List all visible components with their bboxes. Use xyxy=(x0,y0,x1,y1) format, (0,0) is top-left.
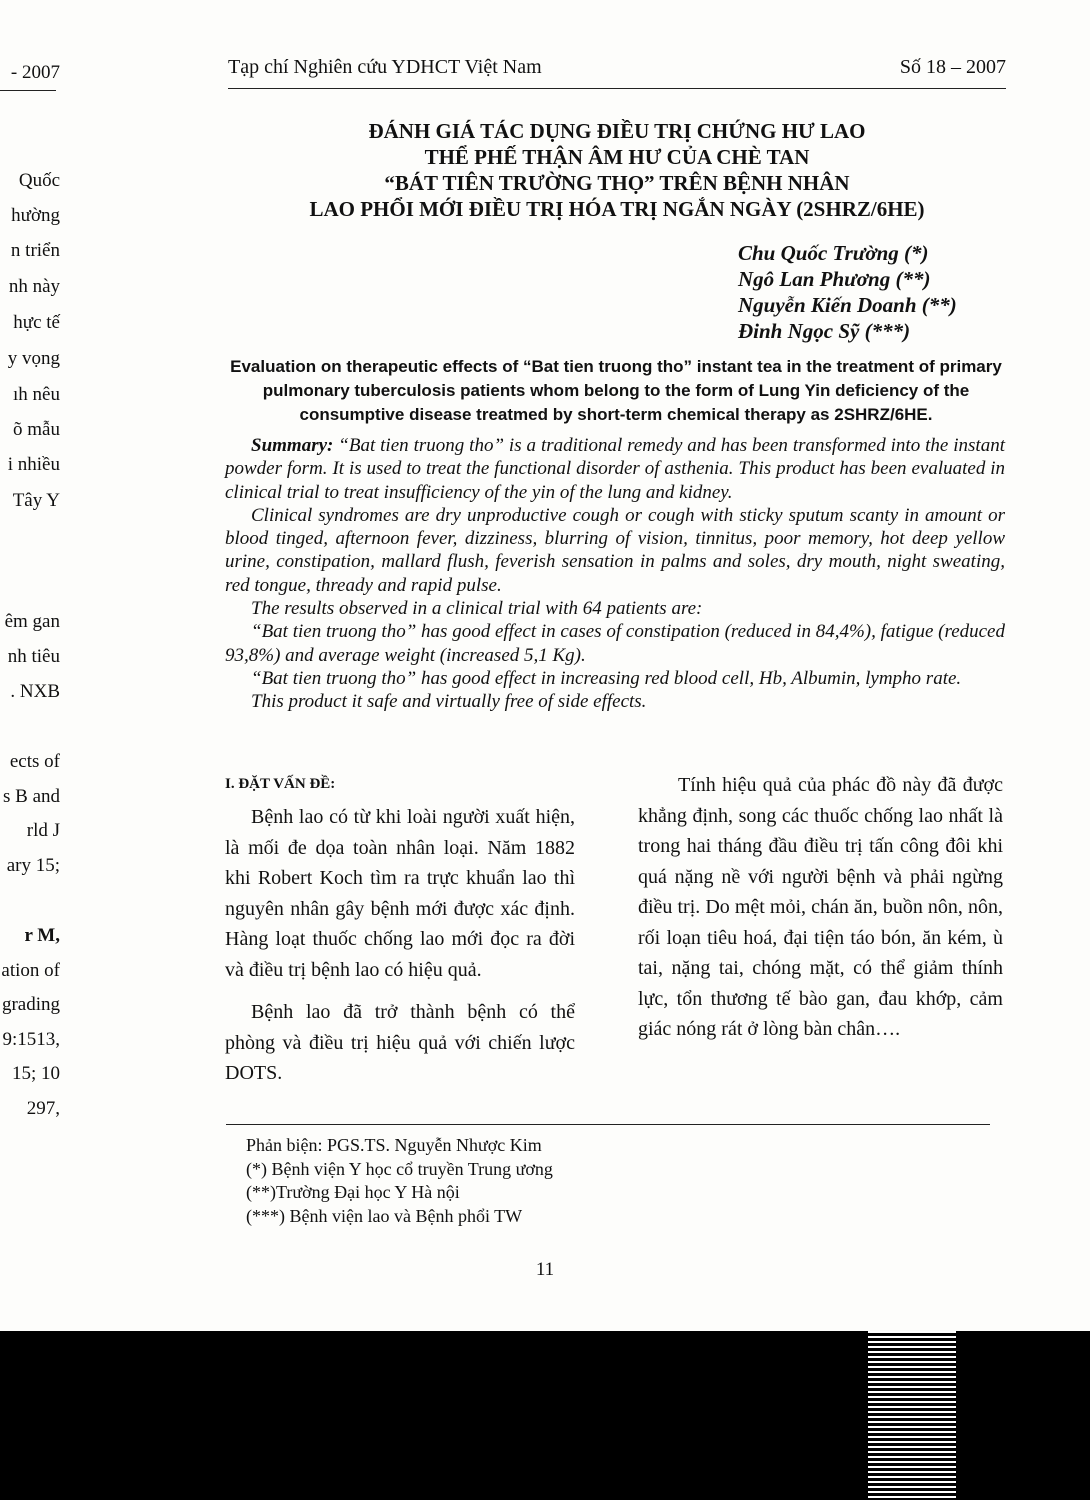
footnote: Phản biện: PGS.TS. Nguyễn Nhược Kim xyxy=(246,1135,542,1155)
footnote: (**)Trường Đại học Y Hà nội xyxy=(246,1182,460,1202)
author: Ngô Lan Phương (**) xyxy=(738,267,931,291)
issue-number: Số 18 – 2007 xyxy=(899,56,1006,78)
summary-paragraph: Clinical syndromes are dry unproductive cough or cough with sticky sputum scanty in amount or blood tinged, afternoon fever, dizziness, blurring of vision, tinnitus, poor memory, hot deep yellow urine, constipation, mallard flush, feverish sensation in palms and soles, dry mouth, night sweating, red tongue, thready and rapid pulse. xyxy=(225,504,1005,596)
author-list xyxy=(738,240,1028,344)
left-page-fragment-line: s B and xyxy=(3,786,60,807)
summary-paragraph: This product it safe and virtually free of side effects. xyxy=(251,691,647,713)
summary-paragraph: “Bat tien truong tho” has good effect in cases of constipation (reduced in 84,4%), fatigue (reduced 93,8%) and average weight (increased 5,1 Kg). xyxy=(225,621,1005,666)
body-paragraph: Bệnh lao có từ khi loài người xuất hiện, là mối đe dọa toàn nhân loại. Năm 1882 khi Robert Koch tìm ra trực khuẩn lao thì nguyên nhân gây bệnh mới được xác định. Hàng loạt thuốc chống lao mới đọc ra đời và điều trị bệnh lao có hiệu quả. xyxy=(225,806,575,981)
left-page-fragment xyxy=(0,0,70,1320)
left-page-fragment-line: ects of xyxy=(9,751,60,772)
left-page-fragment-line: ary 15; xyxy=(6,855,60,876)
footnote-rule xyxy=(226,1124,990,1125)
title-line: “BÁT TIÊN TRƯỜNG THỌ” TRÊN BỆNH NHÂN xyxy=(384,171,850,195)
author: Nguyễn Kiến Doanh (**) xyxy=(738,293,957,317)
left-page-fragment-line: 297, xyxy=(26,1098,60,1119)
footnote: (***) Bệnh viện lao và Bệnh phổi TW xyxy=(246,1205,523,1226)
left-page-fragment-line: hực tế xyxy=(13,312,60,333)
author: Chu Quốc Trường (*) xyxy=(738,241,929,265)
journal-name: Tạp chí Nghiên cứu YDHCT Việt Nam xyxy=(228,56,542,78)
english-title: Evaluation on therapeutic effects of “Bat tien truong tho” instant tea in the treatment of primary pulmonary tuberculosis patients whom belong to the form of Lung Yin deficiency of the consumptive disease treatmed by short-term chemical therapy as 2SHRZ/6HE. xyxy=(230,357,1002,424)
left-page-fragment-line: Quốc xyxy=(18,170,60,191)
left-page-fragment-line: êm gan xyxy=(4,611,60,632)
footnotes xyxy=(246,1134,553,1228)
left-page-fragment-line: õ mẫu xyxy=(13,419,60,440)
left-page-fragment-line: y vọng xyxy=(7,348,60,369)
footnote: (*) Bệnh viện Y học cổ truyền Trung ương xyxy=(246,1158,553,1179)
section-heading: I. ĐẶT VẤN ĐỀ: xyxy=(225,776,336,792)
summary-paragraph: “Bat tien truong tho” has good effect in increasing red blood cell, Hb, Albumin, lympho rate. xyxy=(251,667,962,689)
left-page-fragment-line: nh tiêu xyxy=(7,646,60,667)
article-title xyxy=(228,118,1006,222)
body-paragraph: Tính hiệu quả của phác đồ này đã được khẳng định, song các thuốc chống lao nhất là trong hai tháng đầu điều trị tấn công đôi khi quá nặng nề với người bệnh và phải ngừng điều trị. Do mệt mỏi, chán ăn, buồn nôn, nôn, rối loạn tiêu hoá, đại tiện táo bón, ăn kém, ù tai, nặng tai, chóng mặt, có thể giảm thính lực, tổn thương tế bào gan, đau khớp, cảm giác nóng rát ở lòng bàn chân…. xyxy=(638,774,1003,1040)
title-line: LAO PHỔI MỚI ĐIỀU TRỊ HÓA TRỊ NGẮN NGÀY (2SHRZ/6HE) xyxy=(309,197,925,221)
left-page-fragment-line: - 2007 xyxy=(10,62,60,83)
left-page-fragment-line: grading xyxy=(1,994,60,1015)
summary-paragraph: Summary: “Bat tien truong tho” is a traditional remedy and has been transformed into the instant powder form. It is used to treat the functional disorder of asthenia. This product has been evaluated in clinical trial to treat insufficiency of the yin of the lung and kidney. xyxy=(225,435,1005,503)
page-number: 11 xyxy=(535,1259,555,1280)
body-column-right xyxy=(638,770,1003,1045)
left-page-fragment-line: . NXB xyxy=(10,681,60,702)
header-rule xyxy=(228,88,1006,89)
title-line: ĐÁNH GIÁ TÁC DỤNG ĐIỀU TRỊ CHỨNG HƯ LAO xyxy=(368,119,866,143)
summary-paragraph: The results observed in a clinical trial with 64 patients are: xyxy=(251,598,703,620)
left-page-fragment-line: Tây Y xyxy=(12,490,60,511)
left-page-fragment-line: 9:1513, xyxy=(2,1029,60,1050)
left-page-fragment-line: rld J xyxy=(26,820,60,841)
left-page-header-rule xyxy=(0,90,56,91)
left-page-fragment-line: i nhiều xyxy=(7,454,60,475)
title-line: THỂ PHẾ THẬN ÂM HƯ CỦA CHÈ TAN xyxy=(424,145,810,169)
summary-block xyxy=(225,434,1005,714)
left-page-fragment-line: 15; 10 xyxy=(11,1063,60,1084)
left-page-fragment-line: nh này xyxy=(8,276,60,297)
running-header xyxy=(228,56,1006,79)
body-paragraph: Bệnh lao đã trở thành bệnh có thể phòng và điều trị hiệu quả với chiến lược DOTS. xyxy=(225,1001,575,1084)
left-page-fragment-line: n triển xyxy=(10,240,60,261)
scan-stripe-pattern xyxy=(868,1331,956,1500)
left-page-fragment-line: ıh nêu xyxy=(13,384,60,405)
summary-label: Summary: xyxy=(251,435,334,456)
body-column-left xyxy=(225,774,575,1089)
left-page-fragment-line: hường xyxy=(11,205,60,226)
left-page-fragment-line: ation of xyxy=(1,960,60,981)
left-page-fragment-line: r M, xyxy=(24,925,60,946)
author: Đinh Ngọc Sỹ (***) xyxy=(738,319,911,343)
